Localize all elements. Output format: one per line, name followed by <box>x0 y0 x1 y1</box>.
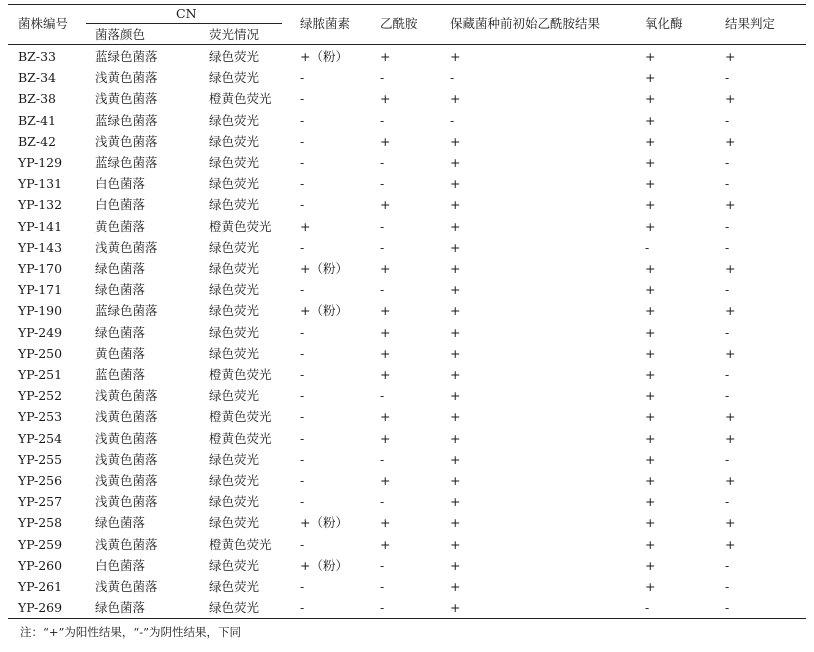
cell-preserved-acetamide: + <box>450 345 461 361</box>
cell-pyocyanin: - <box>300 451 305 467</box>
cell-colony-color: 绿色菌落 <box>95 515 146 531</box>
cell-pyocyanin: - <box>300 494 305 510</box>
cell-acetamide: + <box>380 91 391 107</box>
cell-judgment: + <box>725 345 736 361</box>
cell-colony-color: 浅黄色菌落 <box>95 430 158 446</box>
cell-strain-id: YP-131 <box>18 176 63 192</box>
cell-strain-id: YP-129 <box>18 155 63 170</box>
cell-colony-color: 绿色菌落 <box>95 261 146 276</box>
cell-judgment: - <box>725 218 730 234</box>
cell-fluorescence: 绿色荧光 <box>209 70 260 86</box>
cell-oxidase: + <box>645 367 656 382</box>
cell-preserved-acetamide: + <box>450 49 461 64</box>
cell-colony-color: 浅黄色菌落 <box>95 70 158 86</box>
cell-strain-id: YP-249 <box>18 324 63 340</box>
cell-acetamide: + <box>380 473 391 488</box>
cell-preserved-acetamide: + <box>450 430 461 446</box>
cell-acetamide: - <box>380 218 385 234</box>
cell-colony-color: 浅黄色菌落 <box>95 451 158 467</box>
cell-pyocyanin: +（粉） <box>300 49 348 64</box>
cell-colony-color: 浅黄色菌落 <box>95 494 158 510</box>
cell-oxidase: + <box>645 451 656 467</box>
top-rule <box>8 4 806 5</box>
cell-judgment: - <box>725 557 730 573</box>
cell-judgment: - <box>725 600 730 616</box>
cell-preserved-acetamide: + <box>450 282 461 298</box>
cell-acetamide: + <box>380 49 391 64</box>
cell-oxidase: + <box>645 218 656 234</box>
cell-oxidase: + <box>645 536 656 552</box>
cell-colony-color: 绿色菌落 <box>95 282 146 298</box>
cell-preserved-acetamide: - <box>450 70 455 86</box>
cell-oxidase: + <box>645 515 656 531</box>
cell-preserved-acetamide: + <box>450 91 461 107</box>
cell-preserved-acetamide: + <box>450 303 461 319</box>
header-judgment: 结果判定 <box>725 16 776 31</box>
cell-acetamide: - <box>380 388 385 404</box>
cell-oxidase: + <box>645 70 656 86</box>
cell-fluorescence: 橙黄色荧光 <box>209 409 272 425</box>
cell-strain-id: YP-255 <box>18 451 63 467</box>
cell-strain-id: BZ-42 <box>18 133 57 149</box>
cell-colony-color: 浅黄色菌落 <box>95 388 158 404</box>
cell-acetamide: - <box>380 451 385 467</box>
cell-colony-color: 蓝绿色菌落 <box>95 155 158 170</box>
cell-pyocyanin: - <box>300 176 305 192</box>
cell-pyocyanin: - <box>300 367 305 382</box>
cell-acetamide: + <box>380 261 391 276</box>
cell-pyocyanin: - <box>300 70 305 86</box>
cell-pyocyanin: - <box>300 91 305 107</box>
cell-acetamide: - <box>380 176 385 192</box>
cell-fluorescence: 绿色荧光 <box>209 176 260 192</box>
cell-pyocyanin: - <box>300 579 305 594</box>
cell-pyocyanin: - <box>300 197 305 213</box>
cell-strain-id: YP-257 <box>18 494 63 510</box>
cell-acetamide: + <box>380 515 391 531</box>
cell-pyocyanin: - <box>300 409 305 425</box>
cell-judgment: - <box>725 282 730 298</box>
cell-strain-id: YP-190 <box>18 303 63 319</box>
cell-acetamide: + <box>380 324 391 340</box>
cell-preserved-acetamide: + <box>450 579 461 594</box>
cell-acetamide: - <box>380 155 385 170</box>
cell-colony-color: 浅黄色菌落 <box>95 473 158 488</box>
cell-fluorescence: 绿色荧光 <box>209 261 260 276</box>
cell-strain-id: BZ-33 <box>18 49 57 64</box>
cell-preserved-acetamide: + <box>450 155 461 170</box>
cell-fluorescence: 橙黄色荧光 <box>209 91 272 107</box>
cell-fluorescence: 绿色荧光 <box>209 239 260 255</box>
cell-pyocyanin: - <box>300 388 305 404</box>
cell-oxidase: + <box>645 345 656 361</box>
cell-acetamide: - <box>380 579 385 594</box>
cell-fluorescence: 绿色荧光 <box>209 282 260 298</box>
cell-preserved-acetamide: + <box>450 557 461 573</box>
cell-colony-color: 浅黄色菌落 <box>95 536 158 552</box>
cell-colony-color: 浅黄色菌落 <box>95 239 158 255</box>
cell-colony-color: 绿色菌落 <box>95 600 146 616</box>
cell-preserved-acetamide: + <box>450 367 461 382</box>
cell-judgment: + <box>725 409 736 425</box>
cell-judgment: - <box>725 388 730 404</box>
cell-acetamide: + <box>380 367 391 382</box>
cell-strain-id: YP-251 <box>18 367 63 382</box>
cell-fluorescence: 橙黄色荧光 <box>209 430 272 446</box>
cell-fluorescence: 绿色荧光 <box>209 345 260 361</box>
cell-colony-color: 浅黄色菌落 <box>95 579 158 594</box>
cell-acetamide: - <box>380 70 385 86</box>
cell-strain-id: YP-143 <box>18 239 63 255</box>
cell-judgment: - <box>725 239 730 255</box>
cell-acetamide: + <box>380 536 391 552</box>
cell-strain-id: YP-258 <box>18 515 63 531</box>
cell-strain-id: YP-260 <box>18 557 63 573</box>
cell-judgment: + <box>725 430 736 446</box>
cell-fluorescence: 绿色荧光 <box>209 197 260 213</box>
cell-judgment: + <box>725 197 736 213</box>
cell-oxidase: + <box>645 579 656 594</box>
cell-oxidase: + <box>645 430 656 446</box>
cell-fluorescence: 绿色荧光 <box>209 473 260 488</box>
cell-judgment: - <box>725 451 730 467</box>
cell-fluorescence: 橙黄色荧光 <box>209 367 272 382</box>
cell-fluorescence: 绿色荧光 <box>209 324 260 340</box>
cell-preserved-acetamide: + <box>450 197 461 213</box>
cell-pyocyanin: +（粉） <box>300 557 348 573</box>
cell-fluorescence: 橙黄色荧光 <box>209 536 272 552</box>
cell-fluorescence: 绿色荧光 <box>209 49 260 64</box>
header-oxidase: 氧化酶 <box>645 16 683 31</box>
cell-pyocyanin: +（粉） <box>300 261 348 276</box>
cell-judgment: - <box>725 112 730 128</box>
cell-judgment: + <box>725 303 736 319</box>
cell-colony-color: 蓝绿色菌落 <box>95 303 158 319</box>
cell-strain-id: YP-132 <box>18 197 63 213</box>
cell-preserved-acetamide: + <box>450 388 461 404</box>
cell-oxidase: + <box>645 155 656 170</box>
cell-judgment: - <box>725 494 730 510</box>
cell-acetamide: + <box>380 197 391 213</box>
cell-preserved-acetamide: + <box>450 494 461 510</box>
cell-fluorescence: 橙黄色荧光 <box>209 218 272 234</box>
cell-acetamide: - <box>380 282 385 298</box>
cell-pyocyanin: - <box>300 282 305 298</box>
cell-pyocyanin: - <box>300 133 305 149</box>
cell-colony-color: 蓝色菌落 <box>95 367 146 382</box>
cell-acetamide: + <box>380 345 391 361</box>
cell-preserved-acetamide: + <box>450 451 461 467</box>
cell-judgment: - <box>725 579 730 594</box>
cell-fluorescence: 绿色荧光 <box>209 451 260 467</box>
cell-judgment: + <box>725 515 736 531</box>
cell-preserved-acetamide: + <box>450 324 461 340</box>
header-strain-id: 菌株编号 <box>18 16 69 31</box>
cell-acetamide: + <box>380 133 391 149</box>
cell-preserved-acetamide: - <box>450 112 455 128</box>
cell-preserved-acetamide: + <box>450 473 461 488</box>
cell-pyocyanin: - <box>300 112 305 128</box>
cn-subrule <box>86 23 282 24</box>
cell-pyocyanin: + <box>300 218 311 234</box>
cell-fluorescence: 绿色荧光 <box>209 557 260 573</box>
cell-strain-id: YP-253 <box>18 409 63 425</box>
cell-acetamide: - <box>380 600 385 616</box>
header-acetamide: 乙酰胺 <box>380 16 418 31</box>
cell-judgment: - <box>725 324 730 340</box>
cell-strain-id: BZ-34 <box>18 70 57 86</box>
cell-strain-id: BZ-38 <box>18 91 57 107</box>
cell-strain-id: YP-250 <box>18 345 63 361</box>
cell-oxidase: + <box>645 409 656 425</box>
cell-strain-id: YP-261 <box>18 579 63 594</box>
cell-judgment: + <box>725 536 736 552</box>
cell-colony-color: 浅黄色菌落 <box>95 133 158 149</box>
header-pyocyanin: 绿脓菌素 <box>300 16 351 31</box>
cell-pyocyanin: - <box>300 473 305 488</box>
cell-pyocyanin: - <box>300 155 305 170</box>
cell-judgment: + <box>725 133 736 149</box>
cell-strain-id: YP-269 <box>18 600 63 616</box>
cell-acetamide: - <box>380 239 385 255</box>
cell-acetamide: - <box>380 557 385 573</box>
cell-oxidase: + <box>645 282 656 298</box>
cell-colony-color: 蓝绿色菌落 <box>95 112 158 128</box>
cell-oxidase: + <box>645 557 656 573</box>
cell-acetamide: - <box>380 494 385 510</box>
cell-oxidase: + <box>645 49 656 64</box>
cell-oxidase: + <box>645 324 656 340</box>
header-fluorescence: 荧光情况 <box>209 27 260 42</box>
cell-acetamide: + <box>380 409 391 425</box>
cell-strain-id: YP-259 <box>18 536 63 552</box>
cell-colony-color: 绿色菌落 <box>95 324 146 340</box>
cell-colony-color: 黄色菌落 <box>95 345 146 361</box>
cell-preserved-acetamide: + <box>450 600 461 616</box>
cell-oxidase: + <box>645 261 656 276</box>
cell-acetamide: + <box>380 430 391 446</box>
cell-oxidase: + <box>645 388 656 404</box>
cell-strain-id: YP-141 <box>18 218 63 234</box>
cell-fluorescence: 绿色荧光 <box>209 515 260 531</box>
cell-oxidase: - <box>645 239 650 255</box>
cell-fluorescence: 绿色荧光 <box>209 494 260 510</box>
cell-acetamide: - <box>380 112 385 128</box>
cell-pyocyanin: - <box>300 324 305 340</box>
cell-judgment: - <box>725 176 730 192</box>
cell-oxidase: - <box>645 600 650 616</box>
cell-pyocyanin: +（粉） <box>300 515 348 531</box>
cell-fluorescence: 绿色荧光 <box>209 155 260 170</box>
cell-preserved-acetamide: + <box>450 218 461 234</box>
header-colony-color: 菌落颜色 <box>95 27 146 42</box>
cell-oxidase: + <box>645 112 656 128</box>
cell-oxidase: + <box>645 133 656 149</box>
cell-pyocyanin: - <box>300 239 305 255</box>
cell-oxidase: + <box>645 494 656 510</box>
cell-colony-color: 浅黄色菌落 <box>95 409 158 425</box>
cell-pyocyanin: - <box>300 345 305 361</box>
header-rule <box>8 44 806 45</box>
cell-judgment: + <box>725 49 736 64</box>
cell-fluorescence: 绿色荧光 <box>209 600 260 616</box>
cell-colony-color: 白色菌落 <box>95 557 146 573</box>
cell-judgment: - <box>725 70 730 86</box>
cell-preserved-acetamide: + <box>450 515 461 531</box>
cell-judgment: + <box>725 91 736 107</box>
cell-strain-id: YP-252 <box>18 388 63 404</box>
cell-pyocyanin: - <box>300 536 305 552</box>
cell-acetamide: + <box>380 303 391 319</box>
cell-judgment: + <box>725 261 736 276</box>
header-preserved-acetamide: 保藏菌种前初始乙酰胺结果 <box>450 16 601 31</box>
cell-strain-id: YP-170 <box>18 261 63 276</box>
cell-strain-id: YP-254 <box>18 430 63 446</box>
cell-oxidase: + <box>645 473 656 488</box>
cell-pyocyanin: - <box>300 600 305 616</box>
cell-preserved-acetamide: + <box>450 261 461 276</box>
cell-preserved-acetamide: + <box>450 409 461 425</box>
cell-preserved-acetamide: + <box>450 536 461 552</box>
cell-strain-id: YP-256 <box>18 473 63 488</box>
cell-oxidase: + <box>645 197 656 213</box>
cell-judgment: - <box>725 367 730 382</box>
cell-preserved-acetamide: + <box>450 239 461 255</box>
cell-strain-id: YP-171 <box>18 282 63 298</box>
cell-colony-color: 白色菌落 <box>95 176 146 192</box>
cell-judgment: - <box>725 155 730 170</box>
cell-pyocyanin: - <box>300 430 305 446</box>
cell-pyocyanin: +（粉） <box>300 303 348 319</box>
cell-colony-color: 白色菌落 <box>95 197 146 213</box>
cell-preserved-acetamide: + <box>450 176 461 192</box>
cell-fluorescence: 绿色荧光 <box>209 112 260 128</box>
cell-judgment: + <box>725 473 736 488</box>
cell-fluorescence: 绿色荧光 <box>209 133 260 149</box>
cell-fluorescence: 绿色荧光 <box>209 579 260 594</box>
header-cn: CN <box>176 6 197 21</box>
cell-fluorescence: 绿色荧光 <box>209 388 260 404</box>
cell-oxidase: + <box>645 176 656 192</box>
cell-oxidase: + <box>645 303 656 319</box>
cell-fluorescence: 绿色荧光 <box>209 303 260 319</box>
cell-colony-color: 黄色菌落 <box>95 218 146 234</box>
table-footnote: 注：“+”为阳性结果，“-”为阴性结果，下同 <box>20 625 242 639</box>
cell-colony-color: 蓝绿色菌落 <box>95 49 158 64</box>
cell-oxidase: + <box>645 91 656 107</box>
cell-preserved-acetamide: + <box>450 133 461 149</box>
bottom-rule <box>8 618 806 619</box>
cell-strain-id: BZ-41 <box>18 112 57 128</box>
cell-colony-color: 浅黄色菌落 <box>95 91 158 107</box>
